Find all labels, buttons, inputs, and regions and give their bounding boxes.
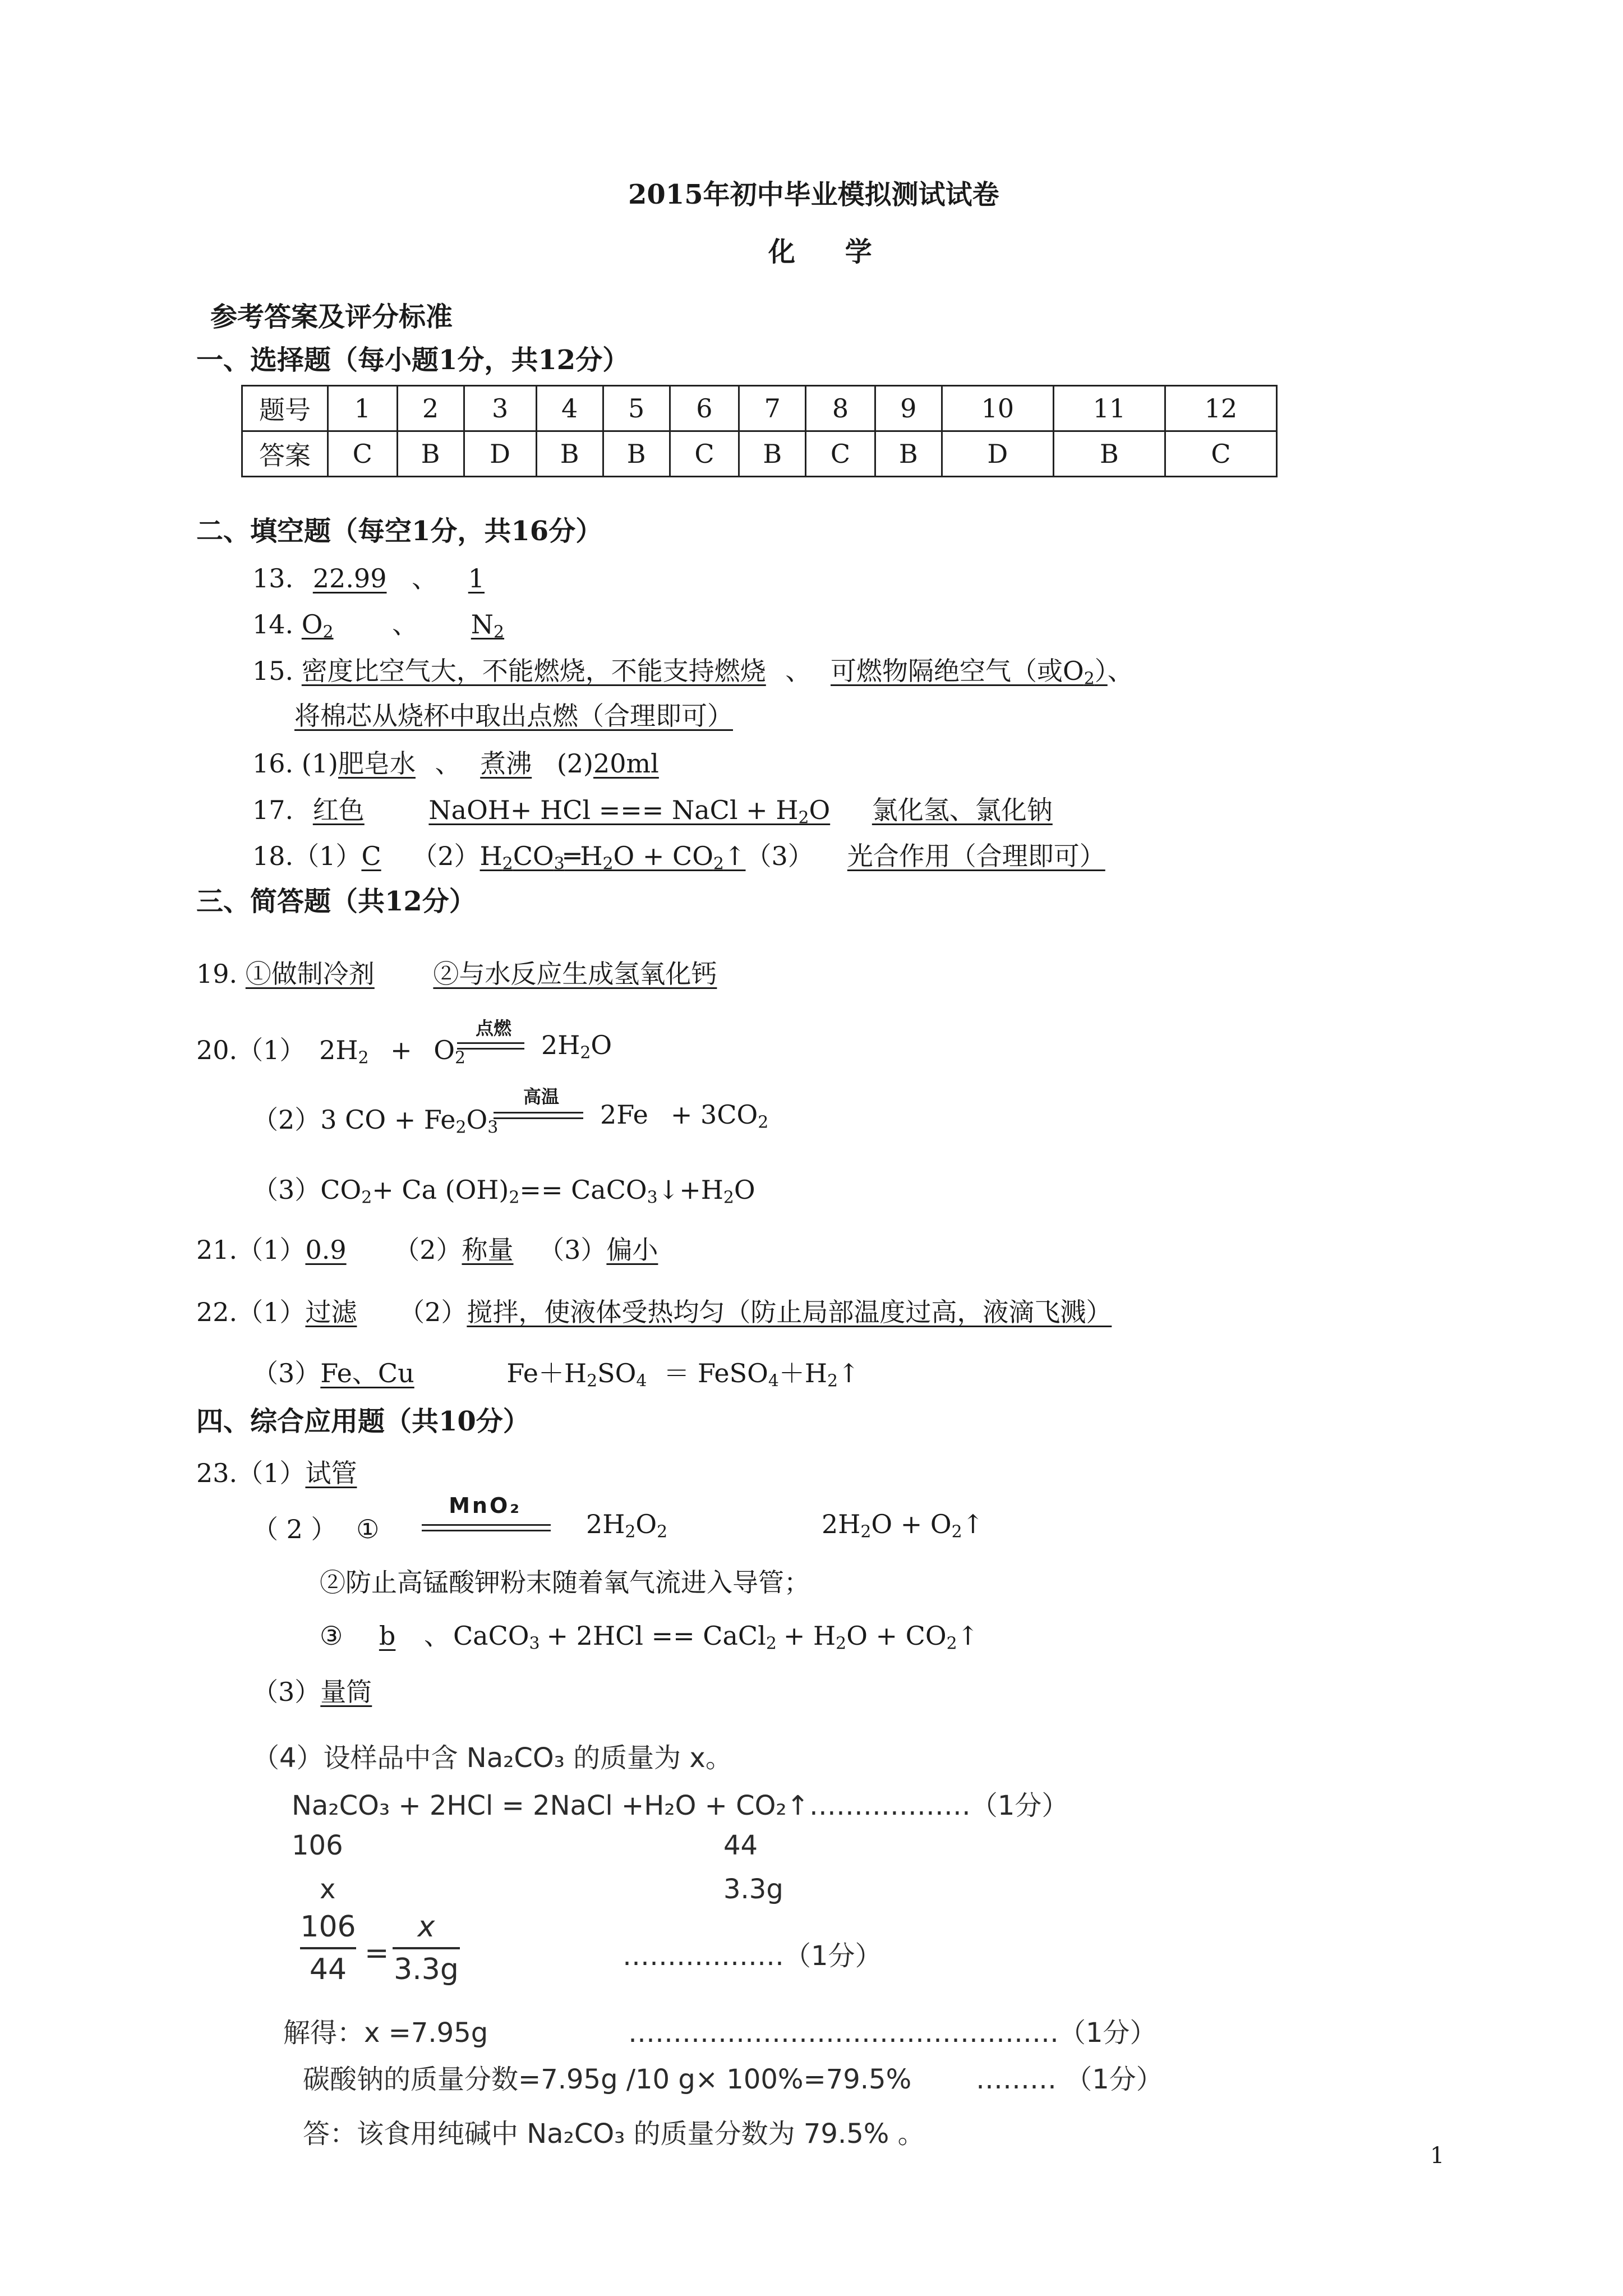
calc-equals: = — [365, 1936, 389, 1970]
answer-blank: 煮沸 — [480, 748, 532, 779]
answer-text: ②防止高锰酸钾粉末随着氧气流进入导管； — [320, 1567, 810, 1598]
answer-blank: C — [361, 841, 381, 871]
table-cell: 2 — [397, 386, 464, 431]
table-cell: B — [397, 431, 464, 477]
table-cell: B — [739, 431, 806, 477]
part-label: （3） — [252, 1175, 321, 1205]
question-23-line-2 — [252, 1509, 379, 1546]
equals-arrow-icon — [422, 1524, 551, 1531]
fraction-left: 106 44 — [300, 1910, 356, 1986]
fraction-right: x 3.3g — [393, 1910, 460, 1986]
question-number: 19. — [196, 959, 238, 989]
table-cell: D — [942, 431, 1053, 477]
question-20-line-3 — [252, 1170, 755, 1207]
table-cell: 10 — [942, 386, 1053, 431]
table-cell: 11 — [1053, 386, 1165, 431]
table-cell: B — [875, 431, 942, 477]
table-cell: 7 — [739, 386, 806, 431]
table-cell: 4 — [536, 386, 603, 431]
table-cell: 12 — [1165, 386, 1276, 431]
question-16 — [252, 743, 665, 780]
answer-blank: 搅拌，使液体受热均匀（防止局部温度过高，液滴飞溅） — [467, 1297, 1112, 1327]
table-row — [242, 431, 1277, 477]
circle-number: ① — [356, 1514, 380, 1544]
section-3-heading: 三、简答题（共12分） — [196, 886, 476, 917]
answer-blank: 量筒 — [320, 1677, 372, 1707]
part-label: （1） — [237, 1297, 306, 1327]
calc-x: x — [320, 1874, 336, 1905]
question-number: 17. — [252, 795, 294, 825]
reaction-condition: 高温 — [523, 1086, 559, 1107]
separator: 、 — [1107, 656, 1133, 686]
question-number: 16. — [252, 748, 294, 779]
question-number: 15. — [252, 656, 294, 686]
equals-arrow-icon — [457, 1042, 524, 1050]
subject-title: 化 学 — [768, 236, 892, 268]
part-label: （2） — [412, 841, 480, 871]
page-title: 2015年初中毕业模拟测试试卷 — [628, 179, 999, 210]
answer-blank: 0.9 — [305, 1235, 347, 1265]
equation-product: $2H_2O$ — [541, 1030, 612, 1063]
question-number: 20. — [196, 1035, 238, 1065]
table-cell: C — [806, 431, 875, 477]
part-label: (2) — [556, 748, 593, 779]
calc-solve: 解得：x =7.95g — [283, 2017, 488, 2049]
question-14 — [252, 604, 504, 642]
answer-blank: 氯化氢、氯化钠 — [872, 795, 1053, 825]
question-21 — [196, 1230, 658, 1267]
calc-line-2: Na₂CO₃ + 2HCl = 2NaCl +H₂O + CO₂↑………………（1分） — [292, 1790, 1069, 1821]
table-row — [242, 386, 1277, 431]
table-header-cell: 题号 — [242, 386, 328, 431]
page-number: 1 — [1430, 2143, 1445, 2169]
answer-blank: 肥皂水 — [338, 748, 416, 779]
part-label: （2） — [252, 1105, 321, 1135]
calc-mass-106: 106 — [292, 1830, 343, 1861]
part-label: （1） — [293, 841, 362, 871]
answer-blank: $N_2$ — [471, 609, 505, 642]
part-label: （3） — [252, 1358, 321, 1388]
circle-number: ③ — [320, 1621, 343, 1651]
part-label: （3） — [745, 841, 814, 871]
question-23-line-4 — [320, 1616, 979, 1653]
answer-table — [241, 385, 1278, 477]
calc-points-1: ………………（1分） — [623, 1940, 882, 1972]
table-cell: B — [603, 431, 670, 477]
answer-blank: b — [379, 1621, 396, 1651]
calc-answer: 答：该食用纯碱中 Na₂CO₃ 的质量分数为 79.5% 。 — [303, 2118, 925, 2150]
calc-mass-44: 44 — [723, 1830, 758, 1861]
answer-blank: 1 — [468, 563, 485, 593]
table-cell: C — [670, 431, 739, 477]
table-cell: 3 — [464, 386, 536, 431]
table-cell: 6 — [670, 386, 739, 431]
equals-arrow-icon — [494, 1112, 583, 1119]
equation-reactant: $2H_2O_2$ — [586, 1509, 668, 1542]
separator: 、 — [423, 1621, 450, 1651]
question-22-line-2 — [252, 1353, 860, 1391]
equation-term: $2H_2$ — [319, 1035, 369, 1068]
reaction-condition: 点燃 — [475, 1018, 511, 1039]
answer-blank: Fe、Cu — [320, 1358, 414, 1388]
part-label: （2） — [394, 1235, 462, 1265]
table-cell: C — [328, 431, 398, 477]
section-1-heading: 一、选择题（每小题1分，共12分） — [196, 344, 630, 376]
separator: 、 — [785, 656, 811, 686]
answer-blank: 红色 — [312, 795, 365, 825]
question-19 — [196, 954, 717, 991]
table-cell: 9 — [875, 386, 942, 431]
table-cell: D — [464, 431, 536, 477]
answer-blank: $H_2CO_3═H_2O$ + $CO_2↑$ — [479, 841, 746, 874]
equation-product: $2H_2O$ + $O_2↑$ — [822, 1509, 984, 1542]
part-label: （1） — [237, 1035, 306, 1065]
question-number: 18. — [252, 841, 294, 871]
answer-blank: 22.99 — [312, 563, 387, 593]
equation: $CO_2+ Ca$ $(OH)_2==$ $CaCO_3↓+H_2O$ — [320, 1175, 755, 1208]
question-13 — [252, 558, 501, 595]
calc-points-3: ……… （1分） — [976, 2064, 1163, 2095]
part-label: （1） — [237, 1235, 306, 1265]
question-23-line-3 — [320, 1562, 810, 1599]
answer-blank: $O_2$ — [301, 609, 334, 642]
table-cell: 1 — [328, 386, 398, 431]
answer-blank: 20ml — [593, 748, 659, 779]
table-cell: B — [536, 431, 603, 477]
calc-points-2: …………………………………………（1分） — [628, 2017, 1157, 2049]
calc-mass-fraction: 碳酸钠的质量分数=7.95g /10 g× 100%=79.5% — [303, 2064, 912, 2095]
question-22 — [196, 1292, 1112, 1329]
separator: 、 — [435, 748, 461, 779]
answer-blank: 密度比空气大，不能燃烧，不能支持燃烧 — [301, 656, 766, 686]
equation: CaCO$_3$ + 2HCl == CaCl$_2$ + $H_2O$ + $CO_2↑$ — [453, 1621, 979, 1654]
answer-blank: NaOH+ HCl === NaCl + $H_2O$ — [428, 795, 831, 828]
question-number: 14. — [252, 609, 294, 639]
answer-caption: 参考答案及评分标准 — [210, 301, 453, 333]
part-label: (1) — [301, 748, 338, 779]
table-cell: C — [1165, 431, 1276, 477]
question-number: 22. — [196, 1297, 238, 1327]
part-label: （3） — [538, 1235, 607, 1265]
separator: 、 — [412, 563, 438, 593]
equation-term: 3 CO + $Fe_2O_3$ — [320, 1105, 499, 1138]
answer-blank: 试管 — [305, 1458, 357, 1488]
equation-term: $O_2$ — [434, 1035, 466, 1068]
separator: 、 — [392, 609, 418, 639]
answer-blank: 将棉芯从烧杯中取出点燃（合理即可） — [294, 701, 733, 731]
table-header-cell: 答案 — [242, 431, 328, 477]
question-20-line-2 — [252, 1099, 498, 1137]
calc-line-1: （4）设样品中含 Na₂CO₃ 的质量为 x。 — [252, 1742, 732, 1774]
equation-product: $2Fe + 3CO_2$ — [600, 1099, 769, 1133]
question-number: 23. — [196, 1458, 238, 1488]
table-cell: 8 — [806, 386, 875, 431]
question-18 — [252, 836, 1114, 873]
answer-blank: 光合作用（合理即可） — [847, 841, 1105, 871]
question-number: 13. — [252, 563, 294, 593]
plus-sign: + — [390, 1035, 412, 1065]
question-20-line-1 — [196, 1030, 465, 1068]
part-label: （2） — [399, 1297, 467, 1327]
answer-blank: 称量 — [462, 1235, 514, 1265]
question-15-cont — [294, 696, 733, 733]
table-cell: B — [1053, 431, 1165, 477]
answer-blank: 偏小 — [606, 1235, 658, 1265]
question-23-line-1 — [196, 1453, 374, 1490]
equation: $Fe+H_2SO_4$ ＝ $FeSO_4+H_2↑$ — [506, 1358, 860, 1391]
catalyst-label: MnO₂ — [449, 1493, 522, 1518]
section-2-heading: 二、填空题（每空1分，共16分） — [196, 516, 603, 547]
part-label: （1） — [237, 1458, 306, 1488]
question-17 — [252, 790, 1053, 827]
part-label: （3） — [252, 1677, 321, 1707]
question-number: 21. — [196, 1235, 238, 1265]
answer-blank: ①做制冷剂 — [245, 959, 375, 989]
calc-3-3g: 3.3g — [723, 1874, 783, 1905]
part-label: （ 2 ） — [252, 1514, 337, 1544]
section-4-heading: 四、综合应用题（共10分） — [196, 1406, 530, 1437]
question-23-line-5 — [252, 1672, 372, 1709]
answer-blank: 过滤 — [305, 1297, 357, 1327]
table-cell: 5 — [603, 386, 670, 431]
answer-blank: 可燃物隔绝空气（或$O_2$） — [831, 656, 1108, 689]
answer-blank: ②与水反应生成氢氧化钙 — [433, 959, 717, 989]
question-15 — [252, 651, 1133, 688]
